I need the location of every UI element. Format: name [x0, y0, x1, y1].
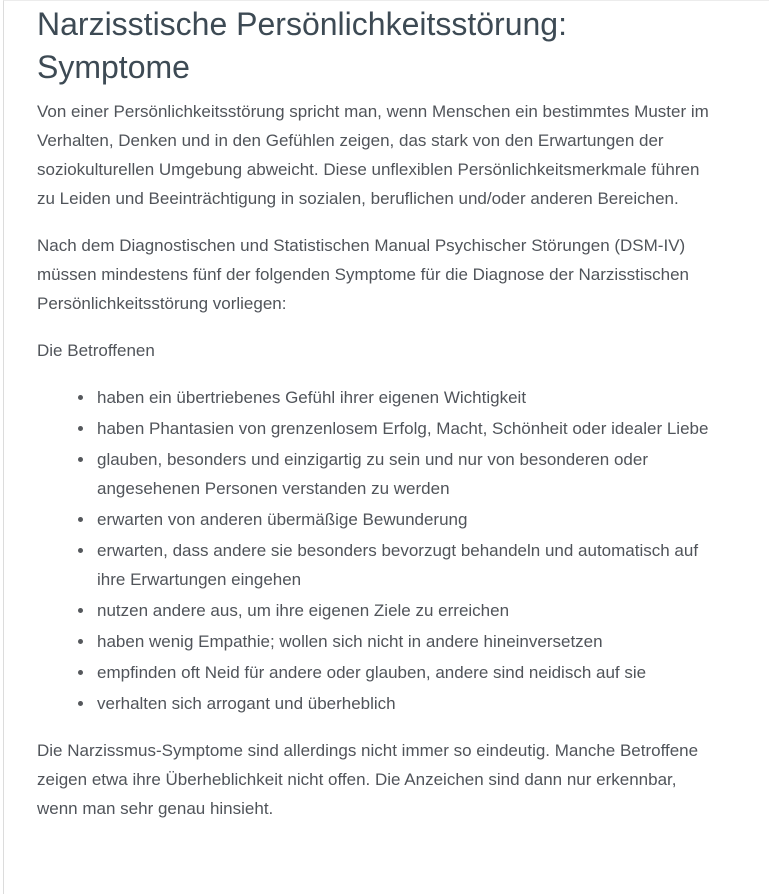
symptom-list-item: erwarten, dass andere sie besonders bevorzugt behandeln und automatisch auf ihre Erwartungen eingehen: [97, 536, 717, 594]
symptom-list-item: haben Phantasien von grenzenlosem Erfolg, Macht, Schönheit oder idealer Liebe: [97, 414, 717, 443]
symptom-list-item: empfinden oft Neid für andere oder glauben, andere sind neidisch auf sie: [97, 658, 717, 687]
symptom-list-item: verhalten sich arrogant und überheblich: [97, 689, 717, 718]
symptom-list: [37, 383, 717, 718]
symptom-list-item: erwarten von anderen übermäßige Bewunderung: [97, 505, 717, 534]
list-intro-text: Die Betroffenen: [37, 341, 155, 360]
symptom-list-item: haben ein übertriebenes Gefühl ihrer eigenen Wichtigkeit: [97, 383, 717, 412]
symptom-list-item: nutzen andere aus, um ihre eigenen Ziele zu erreichen: [97, 596, 717, 625]
article-page: [3, 0, 769, 894]
symptom-list-item: glauben, besonders und einzigartig zu sein und nur von besonderen oder angesehenen Personen verstanden zu werden: [97, 445, 717, 503]
closing-paragraph: Die Narzissmus-Symptome sind allerdings nicht immer so eindeutig. Manche Betroffene zeigen etwa ihre Überheblichkeit nicht offen. Die Anzeichen sind dann nur erkennbar, wenn man sehr genau hinsieht.: [37, 741, 699, 818]
symptom-list-item: haben wenig Empathie; wollen sich nicht in andere hineinversetzen: [97, 627, 717, 656]
intro-paragraph: Von einer Persönlichkeitsstörung spricht man, wenn Menschen ein bestimmtes Muster im Verhalten, Denken und in den Gefühlen zeigen, das stark von den Erwartungen der soziokulturellen Umgebung abweicht. Diese unflexiblen Persönlichkeitsmerkmale führen zu Leiden und Beeinträchtigung in sozialen, beruflichen und/oder anderen Bereichen.: [37, 102, 709, 208]
article-content: [37, 3, 717, 823]
dsm-criteria-paragraph: Nach dem Diagnostischen und Statistischen Manual Psychischer Störungen (DSM-IV) müssen mindestens fünf der folgenden Symptome für die Diagnose der Narzisstischen Persönlichkeitsstörung vorliegen:: [37, 236, 690, 313]
page-title: Narzisstische Persönlichkeitsstörung: Symptome: [37, 6, 567, 85]
